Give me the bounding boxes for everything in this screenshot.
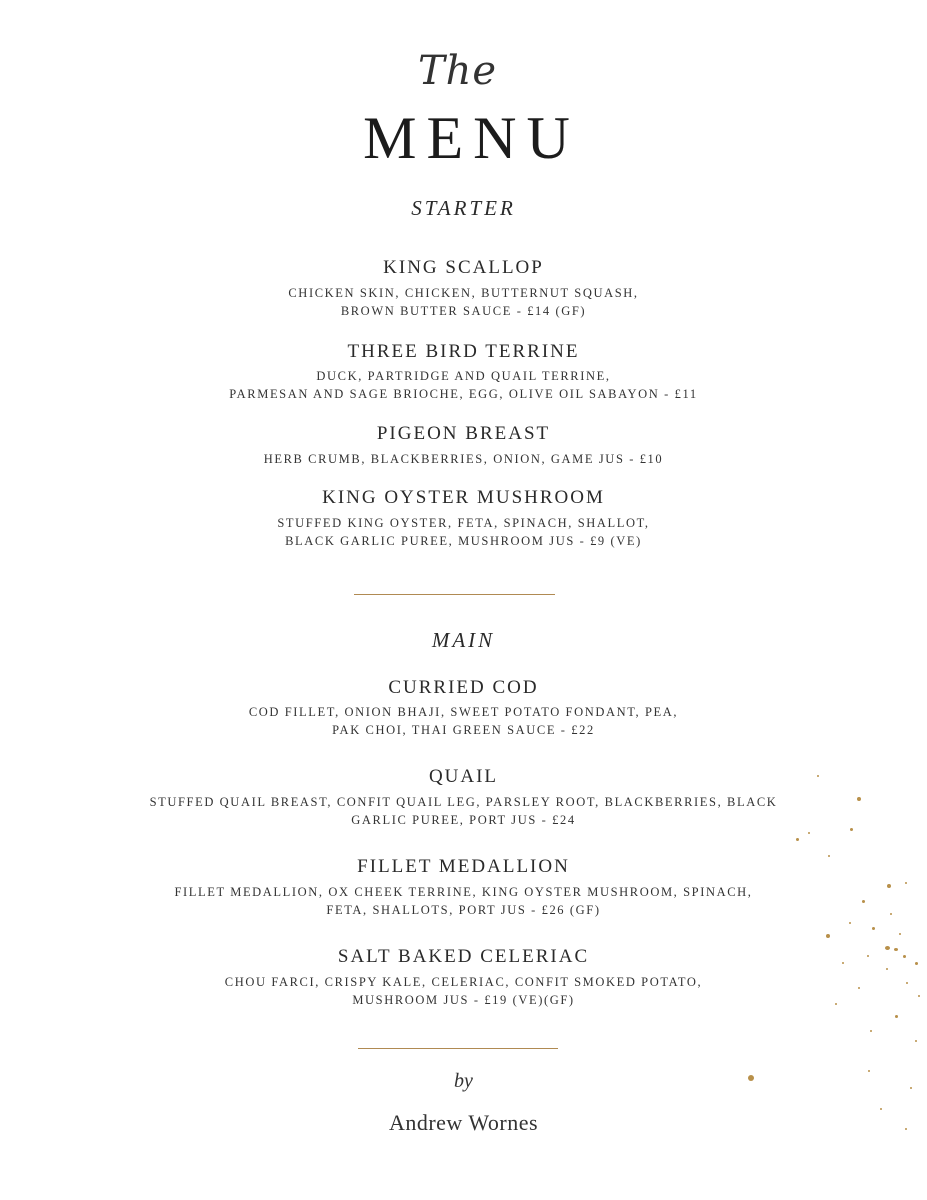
starter-dish-2-name: THREE BIRD TERRINE: [347, 341, 580, 362]
starter-section-title: STARTER: [411, 196, 516, 220]
author-name: Andrew Wornes: [388, 1110, 539, 1135]
menu-title: MENU: [363, 105, 580, 171]
starter-dish-4-name: KING OYSTER MUSHROOM: [322, 487, 605, 508]
script-the-heading: The: [417, 48, 498, 94]
starter-dish-1-name: KING SCALLOP: [383, 257, 544, 278]
main-dish-4-name: SALT BAKED CELERIAC: [337, 946, 590, 967]
footer-divider: [358, 1048, 558, 1049]
starter-dish-2-desc: DUCK, PARTRIDGE AND QUAIL TERRINE, PARMESAN AND SAGE BRIOCHE, EGG, OLIVE OIL SABAYON - £11: [229, 369, 698, 401]
starter-dish-4-desc: STUFFED KING OYSTER, FETA, SPINACH, SHALLOT, BLACK GARLIC PUREE, MUSHROOM JUS - £9 (VE): [277, 516, 650, 548]
main-dish-4-desc: CHOU FARCI, CRISPY KALE, CELERIAC, CONFIT SMOKED POTATO, MUSHROOM JUS - £19 (VE)(GF): [224, 975, 703, 1007]
starter-dish-1-desc: CHICKEN SKIN, CHICKEN, BUTTERNUT SQUASH, BROWN BUTTER SAUCE - £14 (GF): [288, 286, 639, 318]
main-dish-1-name: CURRIED COD: [388, 677, 539, 698]
by-label: by: [454, 1070, 473, 1092]
section-divider: [354, 594, 555, 595]
starter-dish-3-desc: HERB CRUMB, BLACKBERRIES, ONION, GAME JUS - £10: [263, 452, 664, 466]
main-dish-1-desc: COD FILLET, ONION BHAJI, SWEET POTATO FONDANT, PEA, PAK CHOI, THAI GREEN SAUCE - £22: [248, 705, 679, 737]
main-dish-3-desc: FILLET MEDALLION, OX CHEEK TERRINE, KING OYSTER MUSHROOM, SPINACH, FETA, SHALLOTS, PORT JUS - £26 (GF): [174, 885, 753, 917]
starter-dish-3-name: PIGEON BREAST: [376, 423, 551, 444]
main-dish-2-name: QUAIL: [428, 766, 499, 787]
main-dish-3-name: FILLET MEDALLION: [357, 856, 570, 877]
main-section-title: MAIN: [431, 628, 496, 652]
main-dish-2-desc: STUFFED QUAIL BREAST, CONFIT QUAIL LEG, PARSLEY ROOT, BLACKBERRIES, BLACK GARLIC PUREE, PORT JUS - £24: [149, 795, 778, 827]
